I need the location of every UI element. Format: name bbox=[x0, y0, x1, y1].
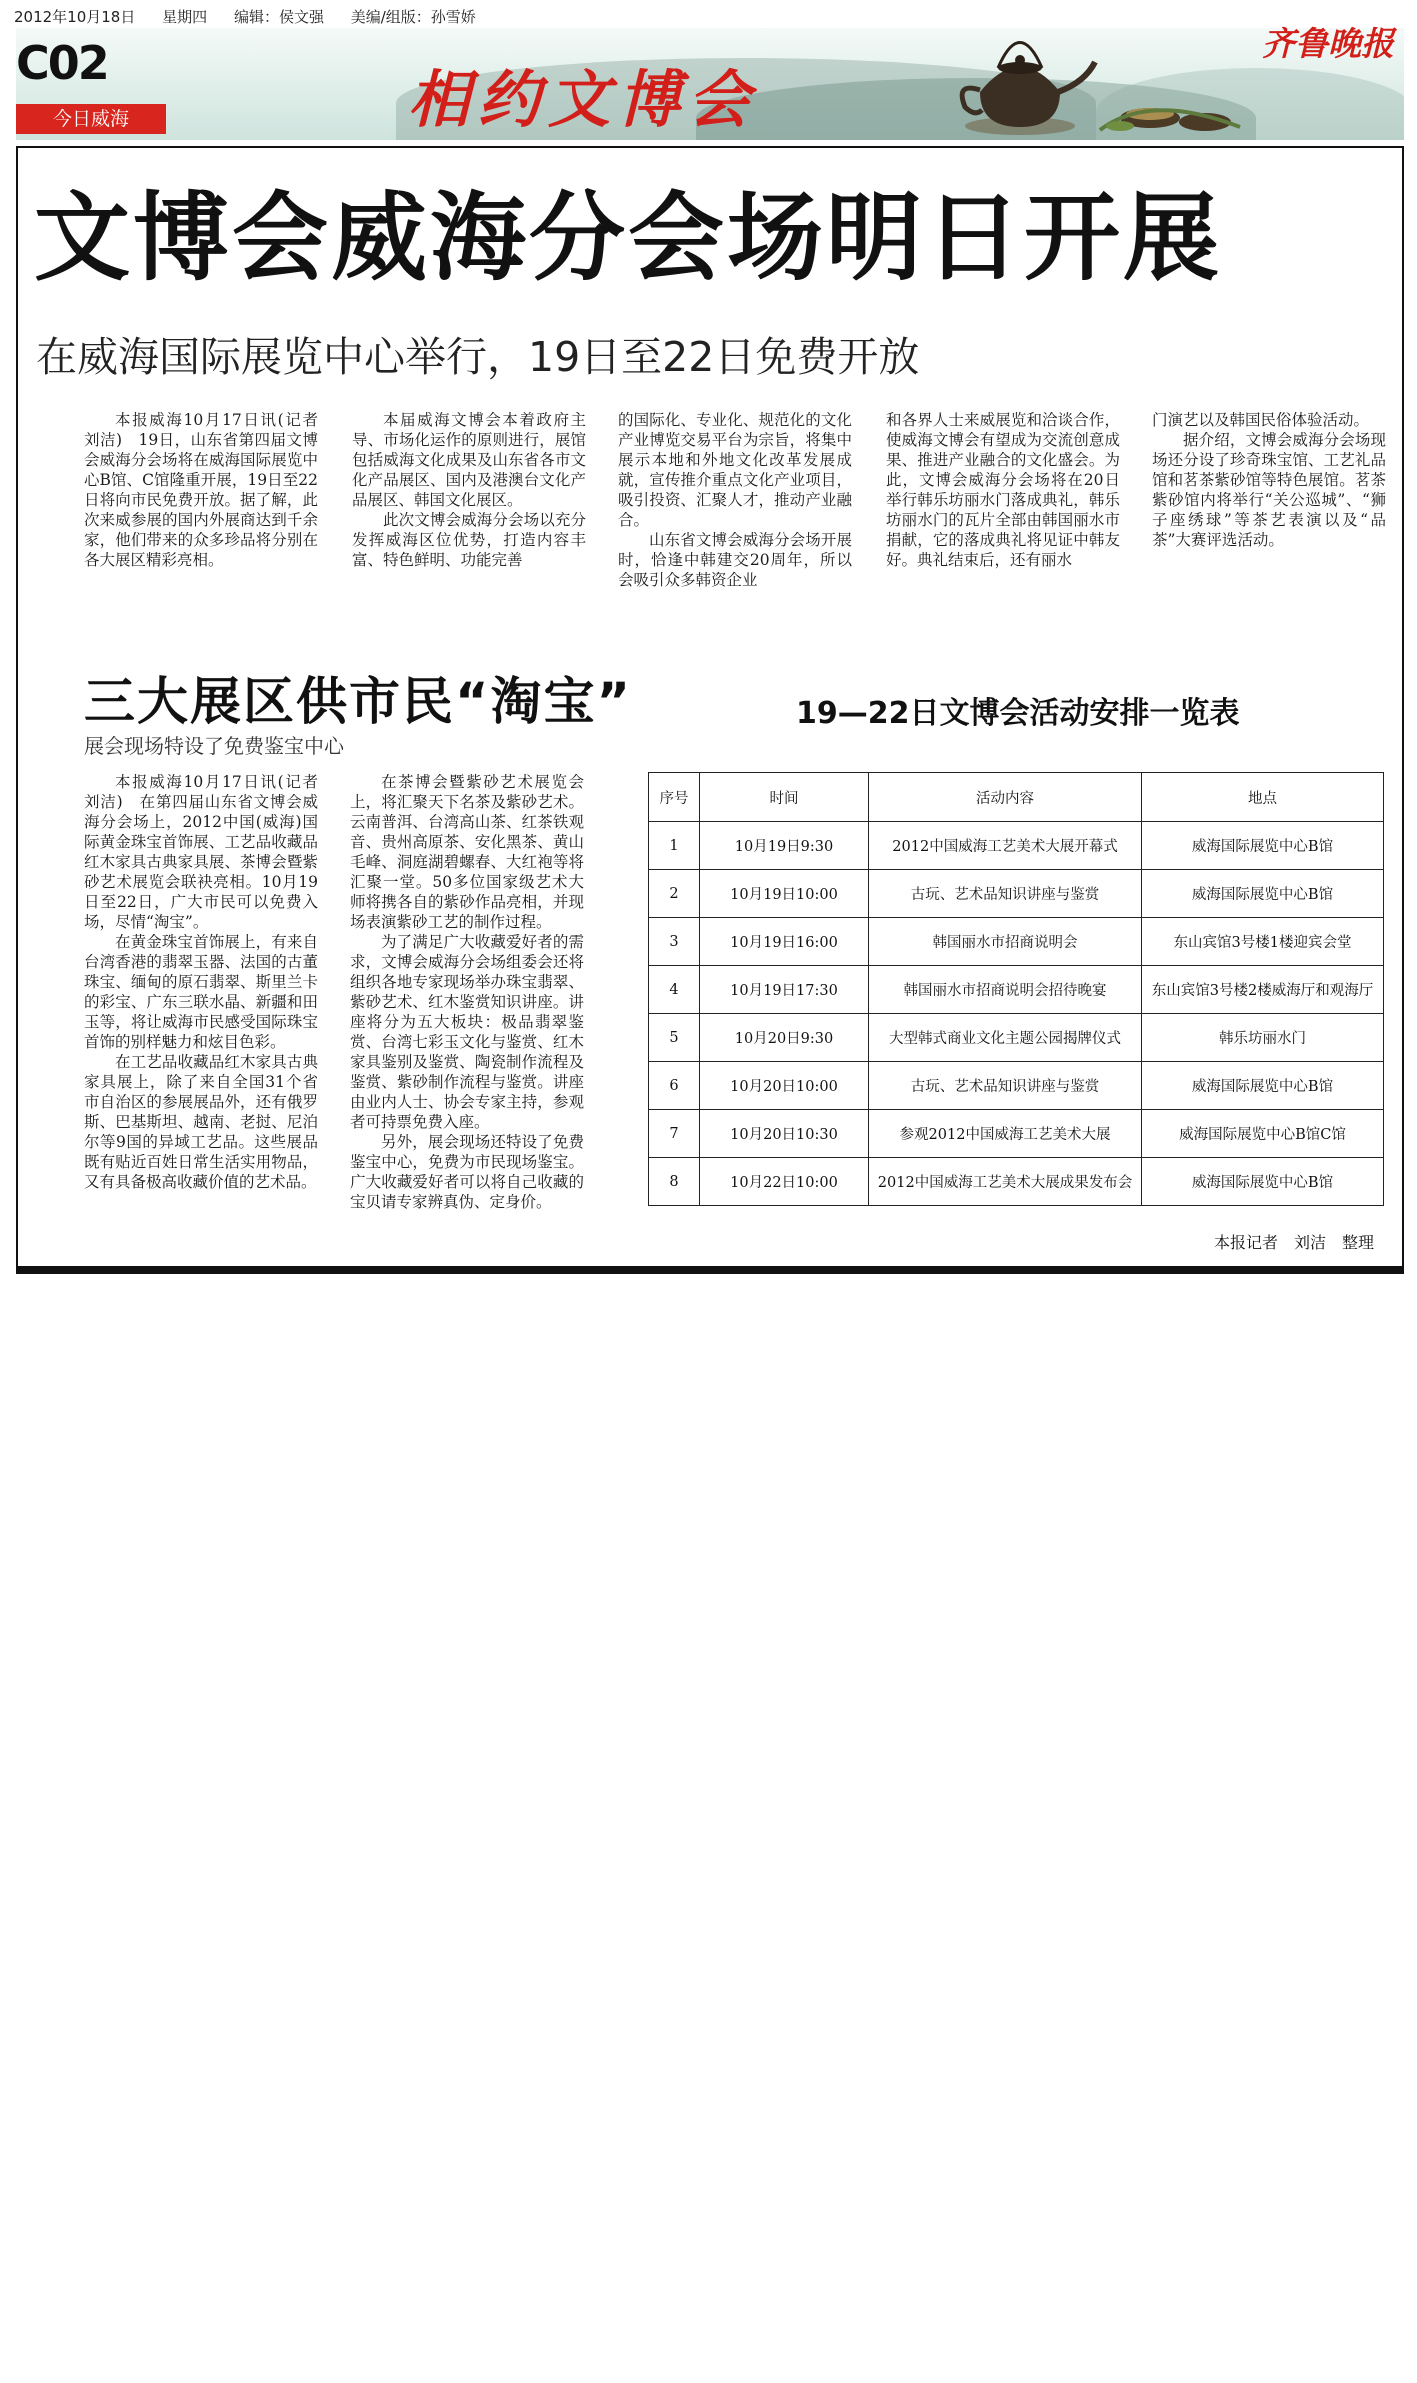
article2-column-1 bbox=[84, 772, 334, 1192]
cell-index: 2 bbox=[649, 870, 700, 918]
feature-title: 相约文博会 bbox=[408, 63, 759, 136]
paragraph: 另外，展会现场还特设了免费鉴宝中心，免费为市民现场鉴宝。广大收藏爱好者可以将自己收藏的宝贝请专家辨真伪、定身价。 bbox=[350, 1133, 584, 1211]
paragraph: 在黄金珠宝首饰展上，有来自台湾香港的翡翠玉器、法国的古董珠宝、缅甸的原石翡翠、斯里兰卡的彩宝、广东三联水晶、新疆和田玉等，将让威海市民感受国际珠宝首饰的别样魅力和炫目色彩。 bbox=[84, 933, 318, 1051]
main-subheadline: 在威海国际展览中心举行，19日至22日免费开放 bbox=[36, 333, 920, 381]
paragraph: 本报威海10月17日讯(记者 刘洁) 在第四届山东省文博会威海分会场上，2012中国(威海)国际黄金珠宝首饰展、工艺品收藏品红木家具古典家具展、茶博会暨紫砂艺术展览会联袂亮相。10月19日至22日，广大市民可以免费入场，尽情“淘宝”。 bbox=[84, 773, 334, 931]
section2-title: 三大展区供市民“淘宝” bbox=[84, 673, 633, 732]
cell-location: 威海国际展览中心B馆 bbox=[1142, 870, 1384, 918]
cell-activity: 2012中国威海工艺美术大展开幕式 bbox=[869, 822, 1142, 870]
cell-location: 东山宾馆3号楼2楼威海厅和观海厅 bbox=[1142, 966, 1384, 1014]
cell-location: 威海国际展览中心B馆 bbox=[1142, 1158, 1384, 1206]
frame-bottom-rule bbox=[16, 1266, 1404, 1274]
cell-location: 韩乐坊丽水门 bbox=[1142, 1014, 1384, 1062]
cell-location: 东山宾馆3号楼1楼迎宾会堂 bbox=[1142, 918, 1384, 966]
paragraph: 和各界人士来威展览和洽谈合作，使威海文博会有望成为交流创意成果、推进产业融合的文化盛会。为此，文博会威海分会场将在20日举行韩乐坊丽水门落成典礼，韩乐坊丽水门的瓦片全部由韩国丽水市捐献，它的落成典礼将见证中韩友好。典礼结束后，还有丽水 bbox=[886, 411, 1120, 569]
cell-time: 10月22日10:00 bbox=[700, 1158, 869, 1206]
main-headline: 文博会威海分会场明日开展 bbox=[34, 182, 1222, 294]
page-code: C02 bbox=[16, 36, 108, 90]
cell-time: 10月19日10:00 bbox=[700, 870, 869, 918]
schedule-title: 19—22日文博会活动安排一览表 bbox=[796, 696, 1240, 731]
table-row bbox=[649, 1062, 1384, 1110]
header-location: 地点 bbox=[1142, 773, 1384, 822]
article1-column-1 bbox=[84, 410, 334, 570]
schedule-table bbox=[648, 772, 1384, 1206]
paragraph: 的国际化、专业化、规范化的文化产业博览交易平台为宗旨，将集中展示本地和外地文化改革发展成就，宣传推介重点文化产业项目，吸引投资、汇聚人才，推动产业融合。 bbox=[618, 411, 852, 529]
table-row bbox=[649, 1110, 1384, 1158]
cell-index: 4 bbox=[649, 966, 700, 1014]
cell-index: 1 bbox=[649, 822, 700, 870]
article1-column-5 bbox=[1152, 410, 1386, 550]
section2-subtitle: 展会现场特设了免费鉴宝中心 bbox=[84, 734, 344, 758]
paragraph: 为了满足广大收藏爱好者的需求，文博会威海分会场组委会还将组织各地专家现场举办珠宝翡翠、紫砂艺术、红木鉴赏知识讲座。讲座将分为五大板块：极品翡翠鉴赏、台湾七彩玉文化与鉴赏、红木家具鉴别及鉴赏、陶瓷制作流程及鉴赏、紫砂制作流程与鉴赏。讲座由业内人士、协会专家主持，参观者可持票免费入座。 bbox=[350, 933, 584, 1131]
paper-logo: 齐鲁晚报 bbox=[1262, 24, 1394, 63]
cell-activity: 大型韩式商业文化主题公园揭牌仪式 bbox=[869, 1014, 1142, 1062]
cell-time: 10月20日10:30 bbox=[700, 1110, 869, 1158]
issue-date: 2012年10月18日 bbox=[14, 8, 136, 26]
paragraph: 门演艺以及韩国民俗体验活动。 bbox=[1152, 411, 1370, 429]
header-meta bbox=[14, 6, 498, 27]
header-time: 时间 bbox=[700, 773, 869, 822]
cell-activity: 韩国丽水市招商说明会招待晚宴 bbox=[869, 966, 1142, 1014]
paragraph: 在工艺品收藏品红木家具古典家具展上，除了来自全国31个省市自治区的参展展品外，还有俄罗斯、巴基斯坦、越南、老挝、尼泊尔等9国的异域工艺品。这些展品既有贴近百姓日常生活实用物品，又有具备极高收藏价值的艺术品。 bbox=[84, 1053, 318, 1191]
cell-index: 6 bbox=[649, 1062, 700, 1110]
designer-credit: 美编/组版：孙雪娇 bbox=[350, 8, 476, 26]
paragraph: 在茶博会暨紫砂艺术展览会上，将汇聚天下名茶及紫砂艺术。云南普洱、台湾高山茶、红茶铁观音、贵州高原茶、安化黑茶、黄山毛峰、洞庭湖碧螺春、大红袍等将汇聚一堂。50多位国家级艺术大师将携各自的紫砂作品亮相，并现场表演紫砂工艺的制作过程。 bbox=[350, 773, 584, 931]
cell-location: 威海国际展览中心B馆 bbox=[1142, 1062, 1384, 1110]
article1-column-4 bbox=[886, 410, 1120, 570]
issue-weekday: 星期四 bbox=[162, 8, 208, 26]
article1-column-2 bbox=[352, 410, 586, 570]
paragraph: 本届威海文博会本着政府主导、市场化运作的原则进行，展馆包括威海文化成果及山东省各市文化产品展区、国内及港澳台文化产品展区、韩国文化展区。 bbox=[352, 411, 586, 509]
paragraph: 山东省文博会威海分会场开展时，恰逢中韩建交20周年，所以会吸引众多韩资企业 bbox=[618, 531, 852, 589]
table-row bbox=[649, 1158, 1384, 1206]
cell-time: 10月19日9:30 bbox=[700, 822, 869, 870]
cell-location: 威海国际展览中心B馆 bbox=[1142, 822, 1384, 870]
article2-column-2 bbox=[350, 772, 584, 1212]
cell-index: 5 bbox=[649, 1014, 700, 1062]
cell-time: 10月20日9:30 bbox=[700, 1014, 869, 1062]
header-index: 序号 bbox=[649, 773, 700, 822]
schedule-credit: 本报记者 刘洁 整理 bbox=[1214, 1233, 1375, 1252]
cell-activity: 韩国丽水市招商说明会 bbox=[869, 918, 1142, 966]
paragraph: 此次文博会威海分会场以充分发挥威海区位优势，打造内容丰富、特色鲜明、功能完善 bbox=[352, 511, 586, 569]
cell-activity: 古玩、艺术品知识讲座与鉴赏 bbox=[869, 1062, 1142, 1110]
table-header-row bbox=[649, 773, 1384, 822]
cell-activity: 2012中国威海工艺美术大展成果发布会 bbox=[869, 1158, 1142, 1206]
header-activity: 活动内容 bbox=[869, 773, 1142, 822]
cell-location: 威海国际展览中心B馆C馆 bbox=[1142, 1110, 1384, 1158]
article1-column-3 bbox=[618, 410, 852, 590]
cell-index: 8 bbox=[649, 1158, 700, 1206]
paragraph: 据介绍，文博会威海分会场现场还分设了珍奇珠宝馆、工艺礼品馆和茗茶紫砂馆等特色展馆。茗茶紫砂馆内将举行“关公巡城”、“狮子座绣球”等茶艺表演以及“品茶”大赛评选活动。 bbox=[1152, 431, 1386, 549]
table-row bbox=[649, 822, 1384, 870]
table-row bbox=[649, 1014, 1384, 1062]
cell-time: 10月19日17:30 bbox=[700, 966, 869, 1014]
table-row bbox=[649, 966, 1384, 1014]
editor-credit: 编辑：侯文强 bbox=[233, 8, 324, 26]
cell-time: 10月20日10:00 bbox=[700, 1062, 869, 1110]
cell-index: 3 bbox=[649, 918, 700, 966]
cell-time: 10月19日16:00 bbox=[700, 918, 869, 966]
section-tab: 今日威海 bbox=[16, 104, 166, 134]
teapot-illustration bbox=[950, 22, 1250, 140]
table-row bbox=[649, 870, 1384, 918]
table-row bbox=[649, 918, 1384, 966]
paragraph: 本报威海10月17日讯(记者 刘洁) 19日，山东省第四届文博会威海分会场将在威海国际展览中心B馆、C馆隆重开展，19日至22日将向市民免费开放。据了解，此次来威参展的国内外展商达到千余家，他们带来的众多珍品将分别在各大展区精彩亮相。 bbox=[84, 411, 334, 569]
cell-activity: 古玩、艺术品知识讲座与鉴赏 bbox=[869, 870, 1142, 918]
cell-activity: 参观2012中国威海工艺美术大展 bbox=[869, 1110, 1142, 1158]
cell-index: 7 bbox=[649, 1110, 700, 1158]
